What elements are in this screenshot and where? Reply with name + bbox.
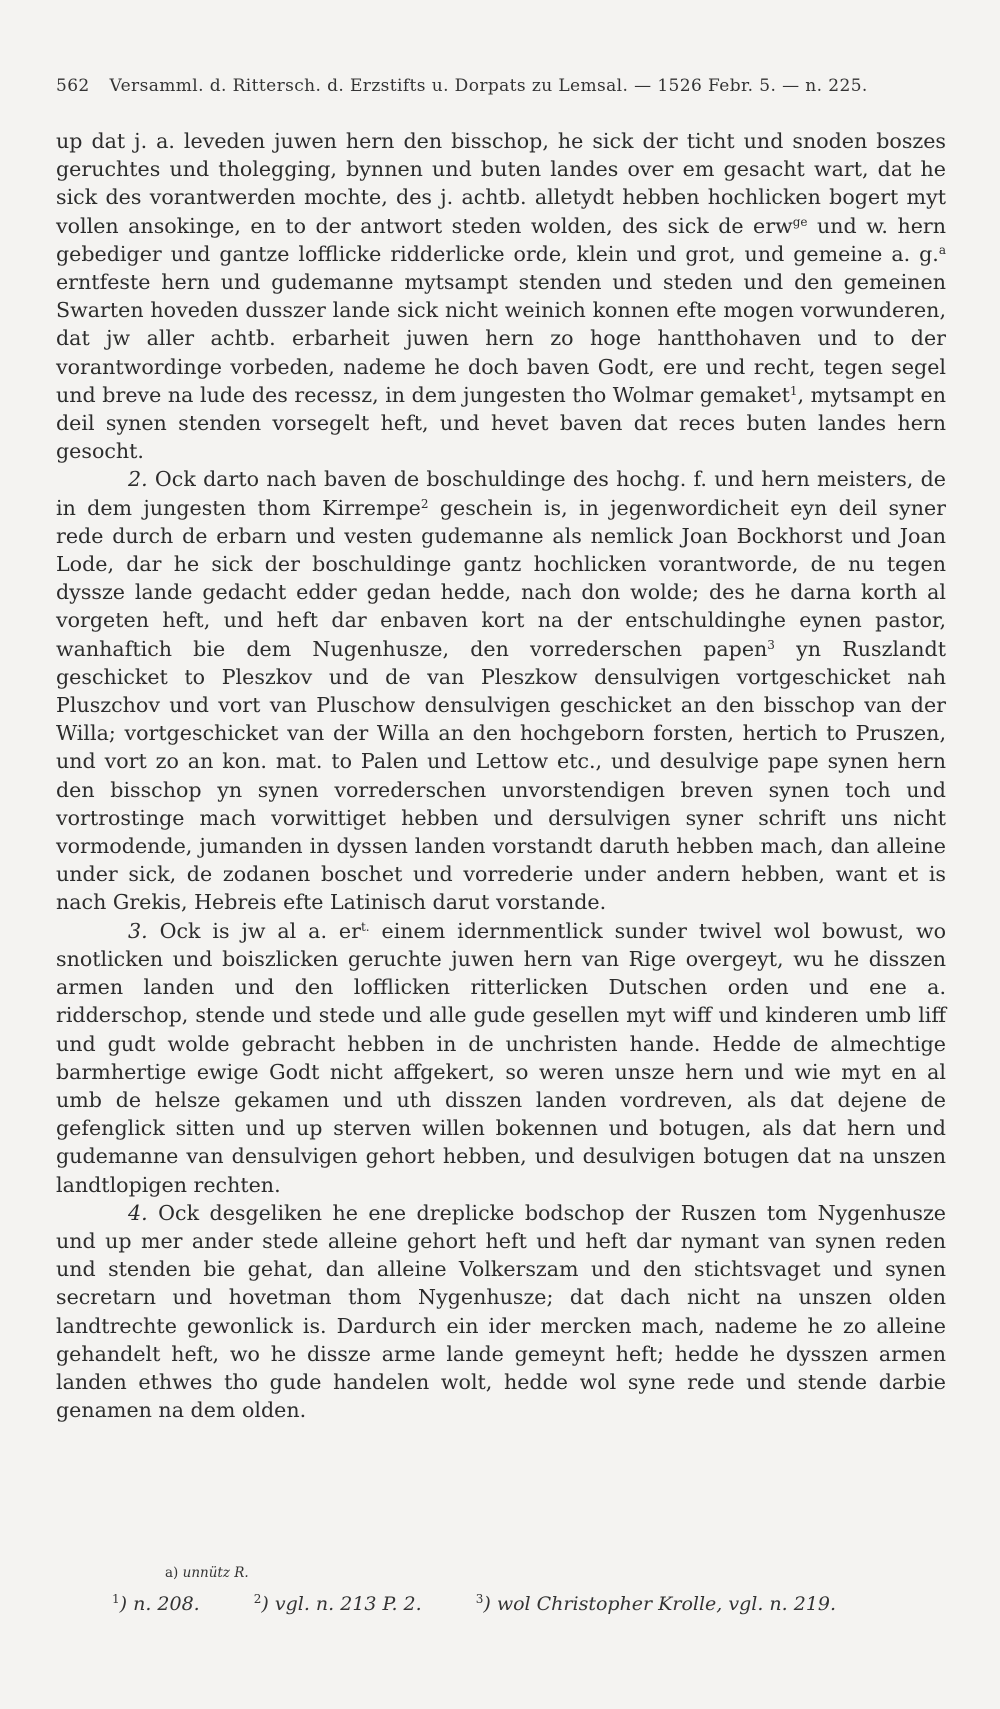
paragraph-4 — [56, 1199, 946, 1425]
note-mark: a) — [165, 1565, 179, 1581]
text-run: Ock darto nach baven de boschuldinge des hochg. f. und hern meisters, de in dem jungesten thom Kirrempe — [56, 467, 946, 520]
text-run: yn Ruszlandt geschicket to Pleszkov und de van Pleszkow densulvigen vortgeschicket nah Pluszchov und vort van Pluschow densulvigen geschicket an den bisschop van der Willa; vortgeschicket van der Willa an den hochgeborn forsten, hertich to Pruszen, und vort zo an kon. mat. to Palen und Lettow etc., und desulvige pape synen hern den bisschop yn synen vorrederschen unvorstendigen breven synen toch und vortrostinge mach vorwittiget hebben und dersulvigen syner schrift uns nicht vormodende, jumanden in dyssen landen vorstandt daruth hebben mach, dan alleine under sick, de zodanen boschet und vorrederie under andern hebben, want et is nach Grekis, Hebreis efte Latinisch darut vorstande. — [56, 636, 947, 915]
footnote-3 — [476, 1593, 836, 1615]
paragraph-1 — [56, 127, 946, 465]
paragraph-number: 3. — [128, 918, 148, 943]
page-number: 562 — [56, 76, 90, 96]
superscript: a — [938, 242, 946, 257]
footnote-text: ) wol Christopher Krolle, vgl. n. 219. — [483, 1593, 837, 1615]
running-title: Versamml. d. Rittersch. d. Erzstifts u. Dorpats zu Lemsal. — 1526 Febr. 5. — n. 225. — [109, 76, 868, 96]
footnotes — [112, 1593, 912, 1615]
footnote-ref-1: 1 — [789, 383, 798, 398]
footnote-1 — [112, 1593, 200, 1615]
text-run: up dat j. a. leveden juwen hern den bisschop, he sick der ticht und snoden boszes geruchtes und tholegging, bynnen und buten landes over em gesacht wart, dat he sick des vorantwerden mochte, des j. achtb. alletydt hebben hochlicken bogert myt vollen ansokinge, en to der antwort steden wolden, des sick de erw — [56, 129, 946, 238]
paragraph-2 — [56, 465, 946, 916]
footnote-mark: 2 — [253, 1592, 262, 1606]
footnote-ref-2: 2 — [420, 496, 429, 511]
footnote-mark: 1 — [112, 1592, 120, 1606]
note-text: unnütz R. — [182, 1565, 249, 1581]
text-run: erntfeste hern und gudemanne mytsampt stenden und steden und den gemeinen Swarten hoveden dusszer lande sick nicht weinich konnen efte mogen vorwunderen, dat jw aller achtb. erbarheit juwen hern zo hoge hantthohaven und to der vorantwordinge vorbeden, nademe he doch baven Godt, ere und recht, tegen segel und breve na lude des recessz, in dem jungesten tho Wolmar gemaket — [56, 270, 946, 407]
text-run: Ock is jw al a. er — [147, 918, 361, 943]
superscript: t. — [360, 919, 370, 934]
footnote-text: ) vgl. n. 213 P. 2. — [261, 1593, 422, 1615]
textual-note — [165, 1565, 249, 1581]
paragraph-number: 2. — [128, 467, 148, 492]
main-text — [56, 127, 946, 1424]
paragraph-number: 4. — [128, 1200, 148, 1225]
text-run: einem idernmentlick sunder twivel wol bowust, wo snotlicken und boiszlicken geruchte juwen hern van Rige overgeyt, wu he disszen armen landen und den lofflicken ritterlicken Dutschen orden und ene a. ridderschop, stende und stede und alle gude gesellen myt wiff und kinderen umb liff und gudt wolde gebracht hebben in de unchristen hande. Hedde de almechtige barmhertige ewige Godt nicht affgekert, so weren unsze hern und wie myt en al umb de helsze gekamen und uth disszen landen vordreven, als dat dejene de gefenglick sitten und up sterven willen bokennen und botugen, als dat hern und gudemanne van densulvigen gehort hebben, und desulvigen botugen dat na unszen landtlopigen rechten. — [56, 918, 946, 1197]
superscript: ge — [792, 214, 808, 229]
footnote-mark: 3 — [475, 1592, 484, 1606]
text-run: geschein is, in jegenwordicheit eyn deil syner rede durch de erbarn und vesten gudemanne als nemlick Joan Bockhorst und Joan Lode, dar he sick der boschuldinge gantz hochlicken vorantworde, de nu tegen dyssze lande gedacht edder gedan hedde, nach don wolde; des he darna korth al vorgeten heft, und heft dar enbaven kort na der entschuldinghe eynen pastor, wanhaftich bie dem Nugenhusze, den vorrederschen papen — [56, 495, 946, 661]
text-run: , mytsampt en deil synen stenden vorsegelt heft, und hevet baven dat reces buten landes hern gesocht. — [56, 382, 946, 464]
footnote-2 — [254, 1593, 422, 1615]
footnote-text: ) n. 208. — [119, 1593, 200, 1615]
footnote-ref-3: 3 — [767, 637, 775, 652]
running-header — [56, 76, 936, 96]
text-run: und w. hern gebediger und gantze lofflicke ridderlicke orde, klein und grot, und gemeine a. g. — [56, 213, 947, 266]
text-run: Ock desgeliken he ene dreplicke bodschop der Ruszen tom Nygenhusze und up mer ander stede alleine gehort heft und heft dar nymant van synen reden und stenden bie gehat, dan alleine Volkerszam und den stichtsvaget und synen secretarn und hovetman thom Nygenhusze; dat dach nicht na unszen olden landtrechte gewonlick is. Dardurch ein ider mercken mach, nademe he zo alleine gehandelt heft, wo he dissze arme lande gemeynt heft; hedde he dysszen armen landen ethwes tho gude handelen wolt, hedde wol syne rede und stende darbie genamen na dem olden. — [56, 1200, 946, 1423]
paragraph-3 — [56, 917, 946, 1199]
